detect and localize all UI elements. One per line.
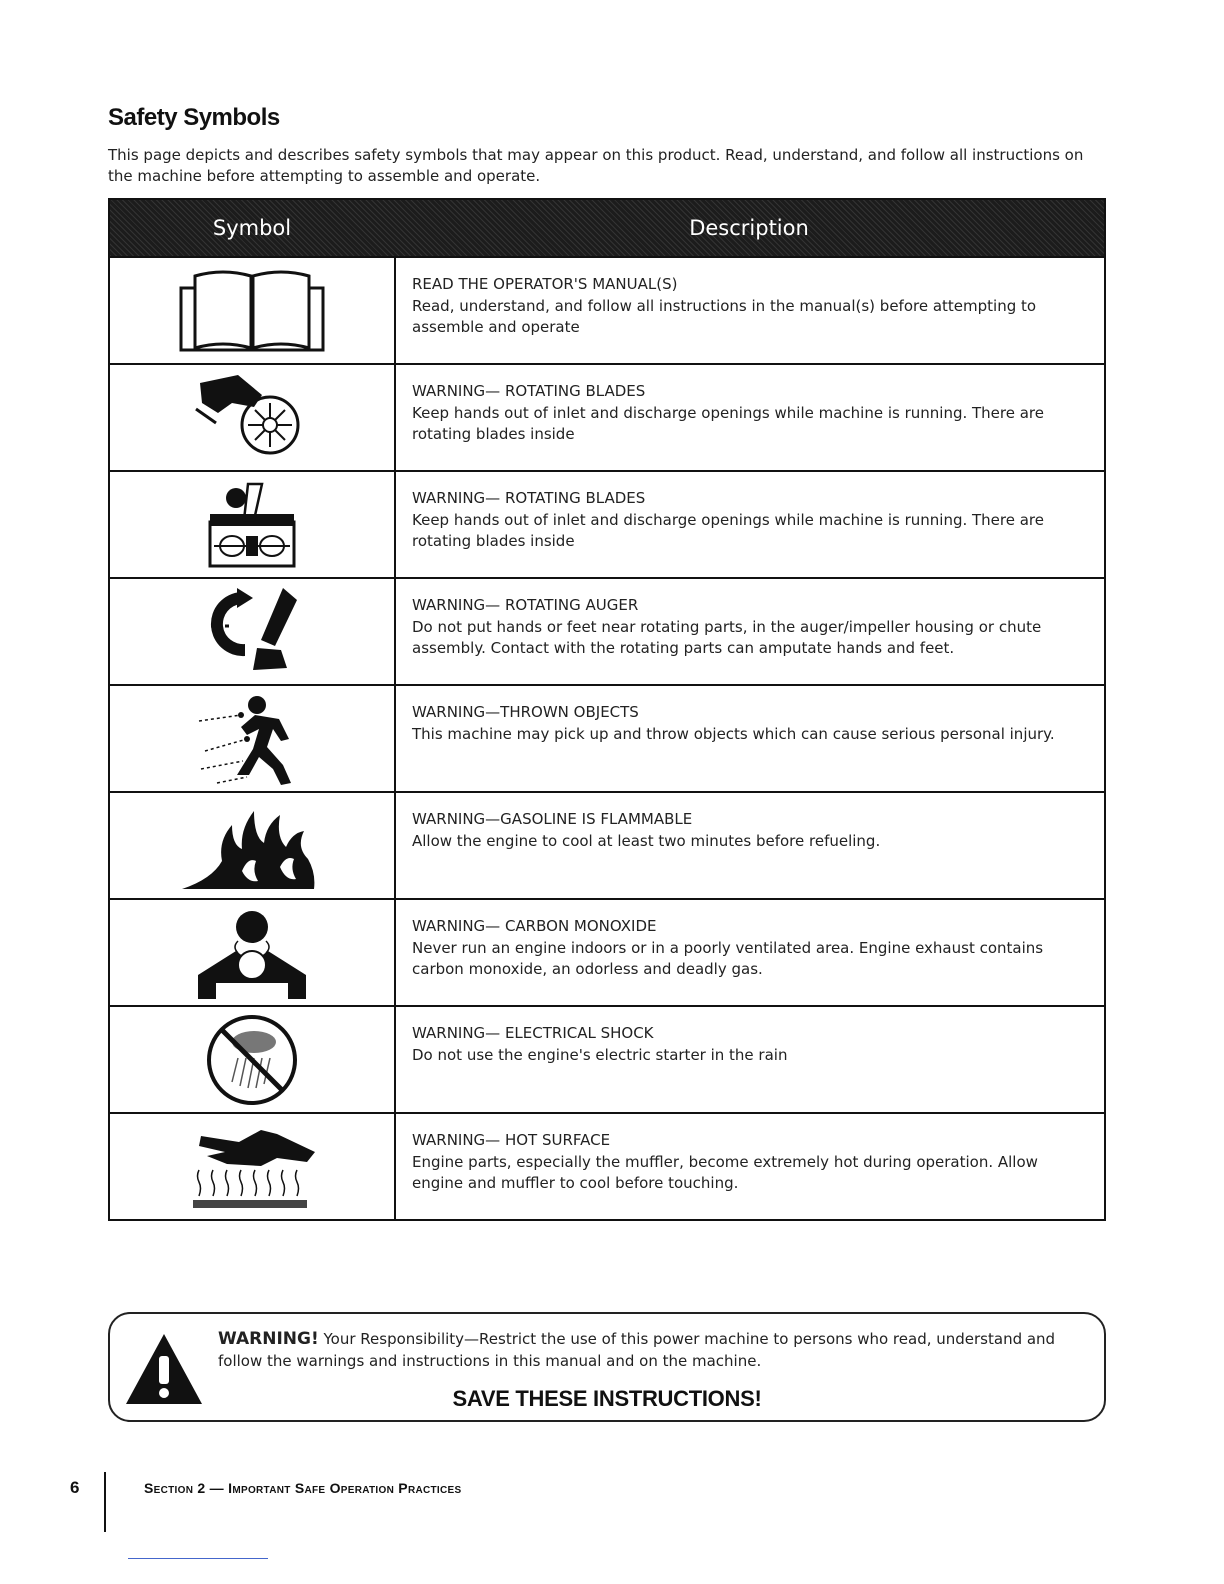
- row-text: Do not put hands or feet near rotating parts, in the auger/impeller housing or chute assembly. Contact with the rotating parts can amputate hands and feet.: [412, 617, 1042, 657]
- table-row: [110, 1112, 1104, 1219]
- page-number: 6: [70, 1478, 80, 1497]
- save-instructions: SAVE THESE INSTRUCTIONS!: [452, 1386, 762, 1411]
- row-heading: WARNING— CARBON MONOXIDE: [412, 917, 657, 935]
- table-row: [110, 898, 1104, 1005]
- row-text: Keep hands out of inlet and discharge openings while machine is running. There are rotating blades inside: [412, 403, 1044, 443]
- rotating-blades-hand-icon: [110, 365, 396, 470]
- safety-symbols-table: [108, 198, 1106, 1221]
- row-heading: WARNING— HOT SURFACE: [412, 1131, 611, 1149]
- warning-text: Your Responsibility—Restrict the use of this power machine to persons who read, understand and follow the warnings and instructions in this manual and on the machine.: [218, 1330, 1056, 1370]
- row-heading: WARNING—THROWN OBJECTS: [412, 703, 639, 721]
- footer-divider: [104, 1472, 106, 1532]
- intro-paragraph: This page depicts and describes safety symbols that may appear on this product. Read, understand, and follow all instructions on the machine before attempting to assemble and operate.: [108, 146, 1084, 185]
- row-text: Keep hands out of inlet and discharge openings while machine is running. There are rotating blades inside: [412, 510, 1044, 550]
- footer-underline: [128, 1558, 268, 1559]
- table-row: [110, 577, 1104, 684]
- row-heading: WARNING— ROTATING AUGER: [412, 596, 639, 614]
- warning-label: WARNING!: [218, 1329, 319, 1349]
- rotating-blades-housing-icon: [110, 472, 396, 577]
- table-row: [110, 470, 1104, 577]
- table-row: [110, 1005, 1104, 1112]
- footer-section-title: Section 2 — Important Safe Operation Practices: [144, 1480, 462, 1496]
- hot-surface-icon: [110, 1114, 396, 1219]
- row-text: Allow the engine to cool at least two minutes before refueling.: [412, 831, 881, 850]
- table-row: [110, 363, 1104, 470]
- row-heading: WARNING— ROTATING BLADES: [412, 489, 646, 507]
- row-text: Engine parts, especially the muffler, become extremely hot during operation. Allow engine and muffler to cool before touching.: [412, 1152, 1038, 1192]
- row-heading: READ THE OPERATOR'S MANUAL(S): [412, 275, 678, 293]
- table-row: [110, 791, 1104, 898]
- row-text: Read, understand, and follow all instructions in the manual(s) before attempting to assemble and operate: [412, 296, 1037, 336]
- warning-box: [108, 1312, 1106, 1422]
- row-heading: WARNING— ROTATING BLADES: [412, 382, 646, 400]
- thrown-objects-icon: [110, 686, 396, 791]
- table-row: [110, 684, 1104, 791]
- flame-icon: [110, 793, 396, 898]
- table-header: [110, 200, 1104, 256]
- operators-manual-icon: [110, 258, 396, 363]
- header-symbol: Symbol: [212, 216, 292, 240]
- rotating-auger-icon: [110, 579, 396, 684]
- row-heading: WARNING— ELECTRICAL SHOCK: [412, 1024, 654, 1042]
- carbon-monoxide-icon: [110, 900, 396, 1005]
- header-description: Description: [689, 216, 809, 240]
- row-heading: WARNING—GASOLINE IS FLAMMABLE: [412, 810, 693, 828]
- no-rain-icon: [110, 1007, 396, 1112]
- table-row: [110, 256, 1104, 363]
- row-text: Do not use the engine's electric starter in the rain: [412, 1045, 788, 1064]
- row-text: Never run an engine indoors or in a poorly ventilated area. Engine exhaust contains carbon monoxide, an odorless and deadly gas.: [412, 938, 1044, 978]
- row-text: This machine may pick up and throw objects which can cause serious personal injury.: [412, 724, 1055, 743]
- page-title: Safety Symbols: [108, 104, 280, 131]
